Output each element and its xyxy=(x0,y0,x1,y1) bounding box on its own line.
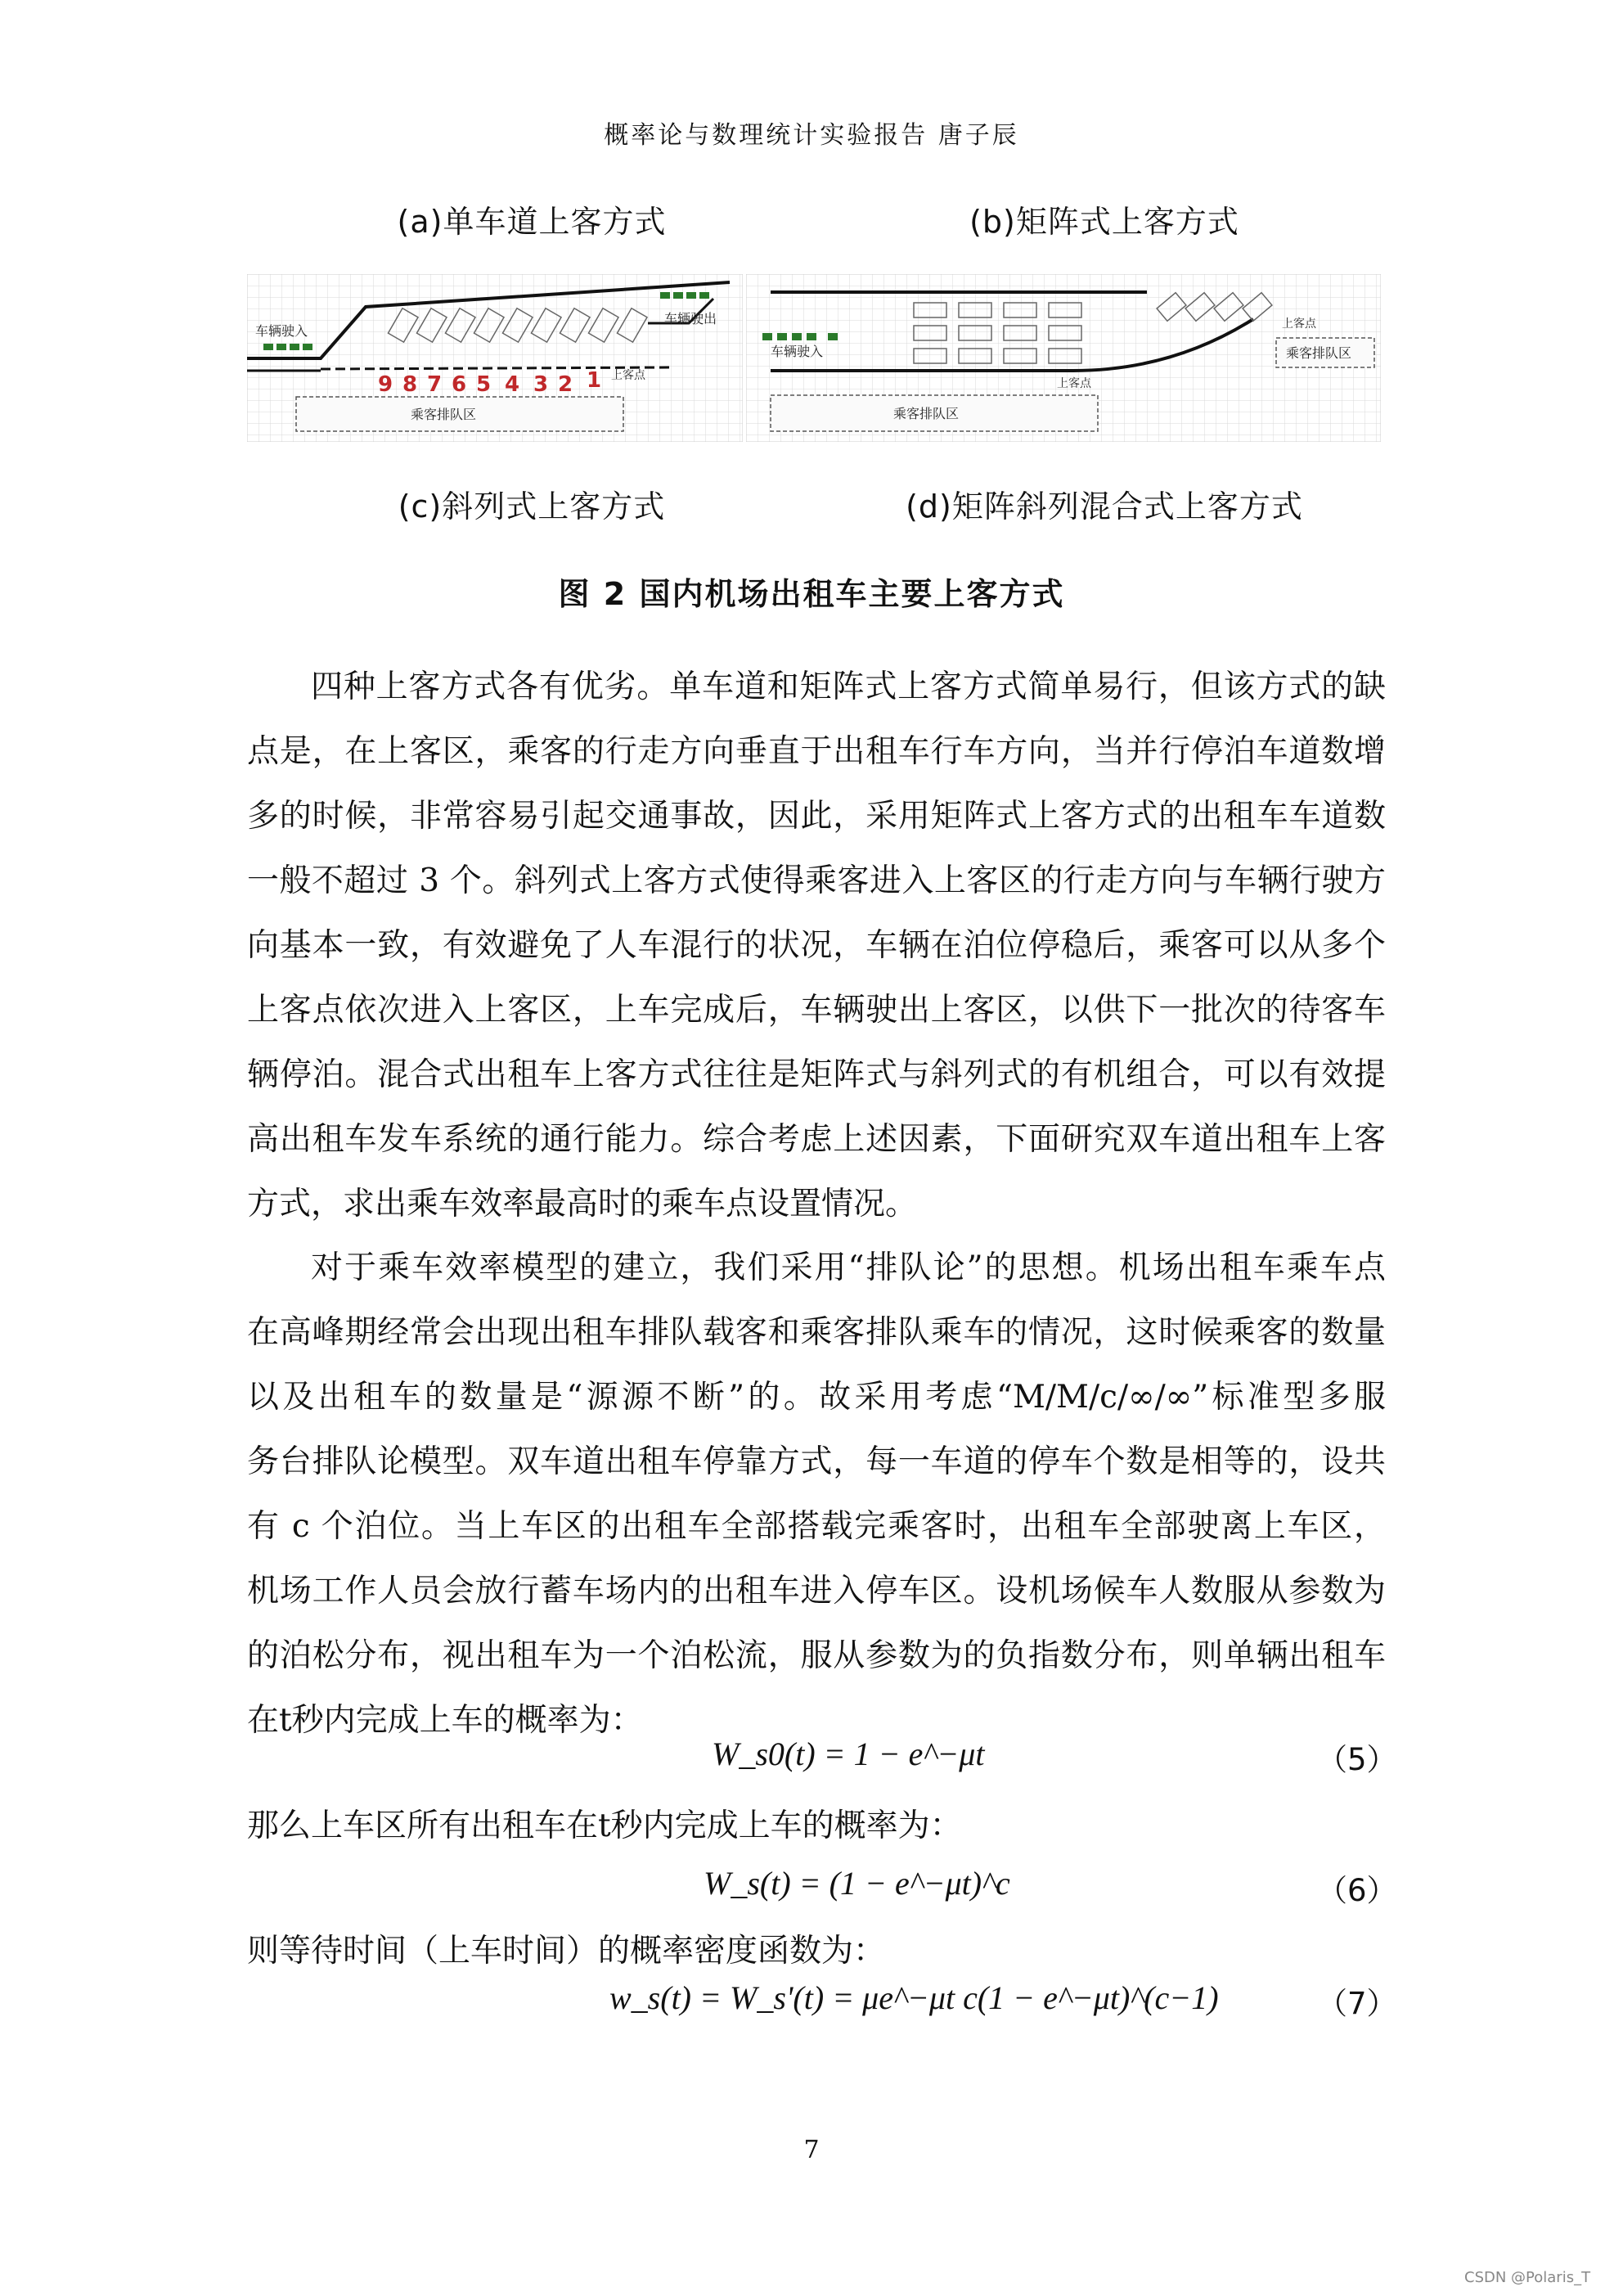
paragraph-line: 那么上车区所有出租车在t秒内完成上车的概率为： xyxy=(247,1808,962,1844)
paragraph-line: 四种上客方式各有优劣。单车道和矩阵式上客方式简单易行，但该方式的缺 xyxy=(311,669,1386,705)
figure-title: 图 2 国内机场出租车主要上客方式 xyxy=(558,576,1065,612)
svg-text:6: 6 xyxy=(452,372,467,397)
label-enter: 车辆驶入 xyxy=(771,344,824,359)
paragraph-line: 方式，求出乘车效率最高时的乘车点设置情况。 xyxy=(247,1186,918,1222)
paragraph-line: 在高峰期经常会出现出租车排队载客和乘客排队乘车的情况，这时候乘客的数量 xyxy=(247,1314,1386,1351)
svg-text:1: 1 xyxy=(587,368,602,393)
svg-text:9: 9 xyxy=(378,372,393,397)
paragraph-2 xyxy=(247,1236,1386,1753)
label-queue-bottom: 乘客排队区 xyxy=(893,406,960,421)
line-after-formula-6 xyxy=(247,1919,1386,1983)
paragraph-line: 机场工作人员会放行蓄车场内的出租车进入停车区。设机场候车人数服从参数为 xyxy=(247,1573,1386,1609)
paragraph-line: 辆停泊。混合式出租车上客方式往往是矩阵式与斜列式的有机组合，可以有效提 xyxy=(247,1056,1386,1093)
svg-text:3: 3 xyxy=(533,372,549,397)
label-pickup: 上客点 xyxy=(611,369,645,382)
svg-text:2: 2 xyxy=(558,372,573,397)
formula-5: W_s0(t) = 1 − e^−μt xyxy=(712,1736,985,1772)
svg-text:4: 4 xyxy=(505,372,520,397)
paragraph-line: 有 c 个泊位。当上车区的出租车全部搭载完乘客时，出租车全部驶离上车区， xyxy=(247,1508,1386,1545)
running-header: 概率论与数理统计实验报告 唐子辰 xyxy=(604,121,1019,150)
paragraph-line: 上客点依次进入上客区，上车完成后，车辆驶出上客区，以供下一批次的待客车 xyxy=(247,992,1386,1029)
page-number: 7 xyxy=(803,2136,820,2164)
equation-number-7: （7） xyxy=(1317,1986,1397,2021)
paragraph-line: 向基本一致，有效避免了人车混行的状况，车辆在泊位停稳后，乘客可以从多个 xyxy=(247,927,1386,964)
caption-b: (b)矩阵式上客方式 xyxy=(969,204,1239,240)
label-enter: 车辆驶入 xyxy=(255,323,308,339)
caption-a: (a)单车道上客方式 xyxy=(397,204,667,240)
formula-6: W_s(t) = (1 − e^−μt)^c xyxy=(704,1865,1010,1902)
label-pickup-bottom: 上客点 xyxy=(1057,377,1091,390)
label-exit: 车辆驶出 xyxy=(664,311,717,326)
paragraph-line: 务台排队论模型。双车道出租车停靠方式，每一车道的停车个数是相等的，设共 xyxy=(247,1443,1386,1480)
paragraph-line: 多的时候，非常容易引起交通事故，因此，采用矩阵式上客方式的出租车车道数 xyxy=(247,798,1386,835)
paragraph-line: 在t秒内完成上车的概率为： xyxy=(247,1702,643,1739)
svg-text:8: 8 xyxy=(402,372,418,397)
svg-text:7: 7 xyxy=(427,372,443,397)
svg-text:5: 5 xyxy=(476,372,492,397)
slot-numbers xyxy=(378,368,601,397)
caption-d: (d)矩阵斜列混合式上客方式 xyxy=(906,488,1303,524)
paragraph-line: 则等待时间（上车时间）的概率密度函数为： xyxy=(247,1933,886,1970)
paragraph-line: 以及出租车的数量是“源源不断”的。故采用考虑“M/M/c/∞/∞”标准型多服 xyxy=(247,1379,1386,1416)
paragraph-line: 对于乘车效率模型的建立，我们采用“排队论”的思想。机场出租车乘车点 xyxy=(311,1249,1386,1286)
equation-number-5: （5） xyxy=(1317,1742,1397,1777)
paragraph-line: 一般不超过 3 个。斜列式上客方式使得乘客进入上客区的行走方向与车辆行驶方 xyxy=(247,862,1386,899)
paragraph-line: 点是，在上客区，乘客的行走方向垂直于出租车行车方向，当并行停泊车道数增 xyxy=(247,733,1386,770)
paragraph-line: 高出租车发车系统的通行能力。综合考虑上述因素，下面研究双车道出租车上客 xyxy=(247,1121,1386,1158)
label-queue: 乘客排队区 xyxy=(411,407,477,422)
paragraph-line: 的泊松分布，视出租车为一个泊松流，服从参数为的负指数分布，则单辆出租车 xyxy=(247,1637,1386,1674)
caption-c: (c)斜列式上客方式 xyxy=(398,488,666,524)
equation-number-6: （6） xyxy=(1317,1873,1397,1908)
diagram-oblique-pickup xyxy=(247,274,743,442)
label-pickup-top: 上客点 xyxy=(1282,317,1316,331)
line-after-formula-5 xyxy=(247,1794,1386,1858)
label-queue-right: 乘客排队区 xyxy=(1286,345,1352,361)
formula-7: w_s(t) = W_s'(t) = μe^−μt c(1 − e^−μt)^(c−1) xyxy=(609,1979,1219,2016)
paragraph-1 xyxy=(247,655,1386,1236)
watermark: CSDN @Polaris_T xyxy=(1464,2269,1591,2286)
diagram-mixed-pickup xyxy=(746,274,1381,442)
